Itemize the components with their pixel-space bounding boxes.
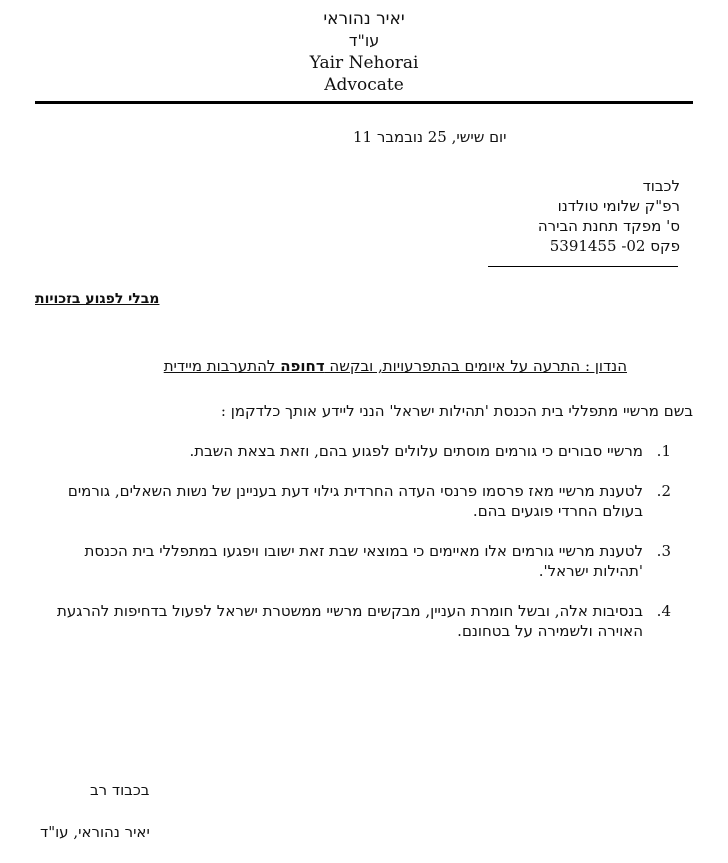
letterhead-title-english: Advocate xyxy=(324,75,404,95)
subject-label: הנדון : xyxy=(585,357,627,375)
letterhead-divider xyxy=(35,101,693,104)
item-1-number: 1. xyxy=(656,442,671,460)
letterhead-name-hebrew: יאיר נהוראי xyxy=(323,9,405,29)
recipient-salutation: לכבוד xyxy=(642,177,680,195)
subject-line xyxy=(35,357,693,375)
closing-signature: יאיר נהוראי, עו"ד xyxy=(40,823,150,841)
letterhead-name-english: Yair Nehorai xyxy=(309,53,419,73)
subject-urgent-word: דחופה xyxy=(280,357,325,375)
item-1-text: מרשיי סבורים כי גורמים מוסתים עלולים לפגוע בהם, וזאת בצאת השבת. xyxy=(189,442,643,460)
closing-regards: בכבוד רב xyxy=(90,781,150,799)
without-prejudice-text: מבלי לפגוע בזכויות xyxy=(35,291,160,307)
item-4-number: 4. xyxy=(656,602,671,620)
letterhead xyxy=(35,8,693,96)
list-item-2 xyxy=(35,481,693,521)
numbered-list xyxy=(35,441,693,641)
item-3-number: 3. xyxy=(656,542,671,560)
recipient-position: ס' מפקד תחנת הבירה xyxy=(537,217,680,235)
subject-text-before: התרעה על איומים בהתפרעויות, ובקשה xyxy=(324,357,585,375)
letterhead-title-hebrew: עו"ד xyxy=(348,31,380,50)
subject-text-after: להתערבות מיידית xyxy=(163,357,281,375)
list-item-1 xyxy=(35,441,693,461)
recipient-block xyxy=(35,176,693,256)
without-prejudice-notice xyxy=(35,291,693,307)
item-2-text: לטענת מרשיי מאז פרסמו פרנסי העדה החרדית גילוי דעת בעניינן של נשות השאלים, גורמים בעולם החרדי פוגעים בהם. xyxy=(67,482,643,520)
list-item-4 xyxy=(35,601,693,641)
recipient-underline xyxy=(488,266,678,267)
date-line: יום שישי, 25 נובמבר 11 xyxy=(353,128,507,146)
recipient-fax: פקס 02- 5391455 xyxy=(549,237,680,255)
item-4-text: בנסיבות אלה, ובשל חומרת העניין, מבקשים מרשיי ממשטרת ישראל לפעול בדחיפות להרגעת האוירה ולשמירה על בטחונם. xyxy=(57,602,643,640)
recipient-name: רפ"ק שלומי טולדנו xyxy=(557,197,680,215)
list-item-3 xyxy=(35,541,693,581)
intro-paragraph: בשם מרשיי מתפללי בית הכנסת 'תהילות ישראל' הנני ליידע אותך כלדקמן : xyxy=(220,402,693,420)
item-3-text: לטענת מרשיי גורמים אלו מאיימים כי במוצאי שבת זאת ישובו ויפגעו במתפללי בית הכנסת 'תהילות ישראל'. xyxy=(84,542,643,580)
item-2-number: 2. xyxy=(656,482,671,500)
